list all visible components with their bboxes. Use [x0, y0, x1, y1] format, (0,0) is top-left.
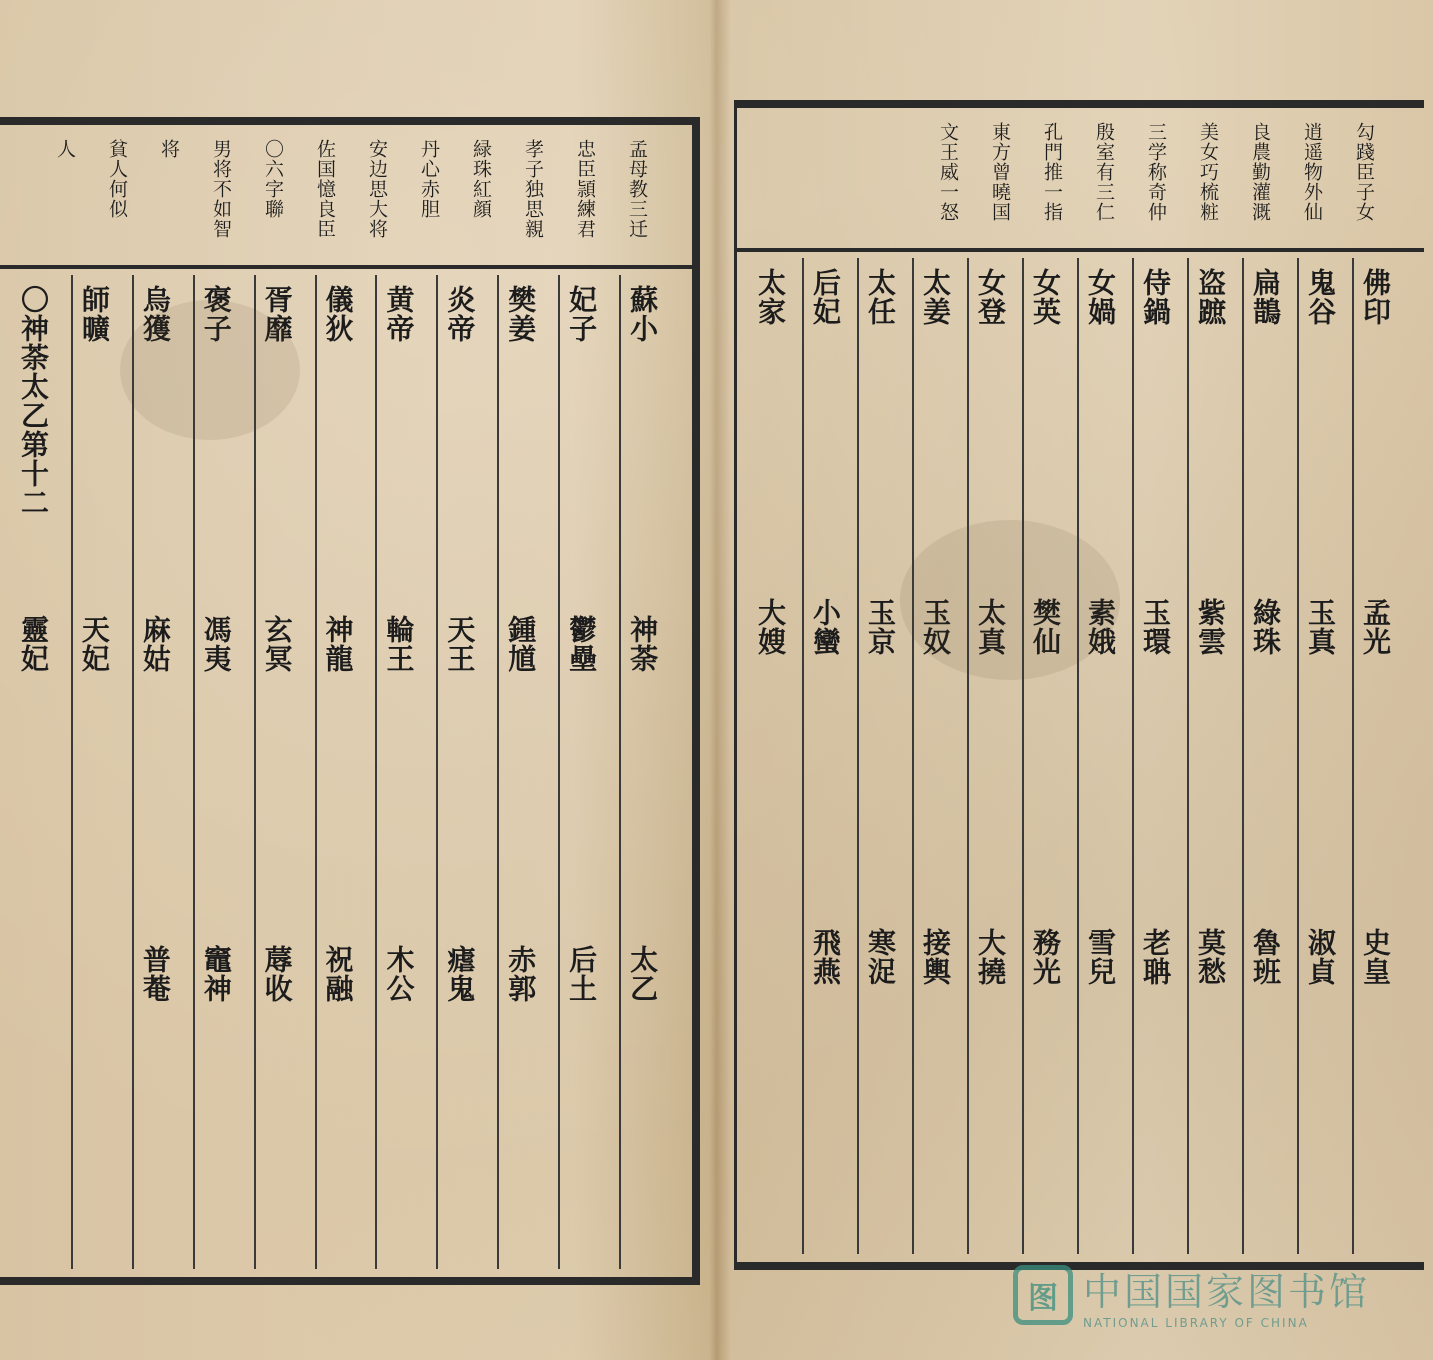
- column-rule: [132, 275, 134, 1269]
- entry-heading: 褒子: [199, 285, 233, 343]
- text-column: 丹心赤胆: [418, 139, 440, 219]
- entry-heading: 木公: [382, 945, 416, 1003]
- entry-heading: 普菴: [138, 945, 172, 1003]
- entry-heading: 小蠻: [809, 598, 842, 656]
- entry-heading: 靈妃: [17, 615, 50, 673]
- entry-heading: 大撓: [974, 928, 1007, 986]
- text-column: 孝子独思親: [522, 139, 544, 239]
- entry-heading: 寒浞: [864, 928, 897, 986]
- entry-heading: 樊仙: [1029, 598, 1062, 656]
- entry-heading: 雪兒: [1084, 928, 1117, 986]
- column-rule: [315, 275, 317, 1269]
- entry-heading: 女登: [974, 268, 1007, 326]
- entry-heading: 接輿: [919, 928, 952, 986]
- entry-heading: 綠珠: [1249, 598, 1282, 656]
- text-column: 忠臣頴練君: [574, 139, 596, 239]
- library-watermark: [1013, 1260, 1403, 1330]
- text-column: 緑珠紅顔: [470, 139, 492, 219]
- entry-heading: 麻姑: [138, 615, 172, 673]
- entry-heading: 玉真: [1304, 598, 1337, 656]
- left-page: [0, 0, 712, 1360]
- entry-heading: 后土: [565, 945, 599, 1003]
- entry-heading: 大嫂: [754, 598, 787, 656]
- text-column: 美女巧梳粧: [1197, 122, 1219, 222]
- entry-heading: 女英: [1029, 268, 1062, 326]
- column-rule: [1022, 258, 1024, 1254]
- entry-heading: 天妃: [77, 615, 111, 673]
- entry-heading: 莫愁: [1194, 928, 1227, 986]
- watermark-name-en: NATIONAL LIBRARY OF CHINA: [1083, 1315, 1309, 1330]
- text-column: 将: [158, 139, 180, 159]
- entry-heading: 天王: [443, 615, 477, 673]
- text-column: 男将不如智: [210, 139, 232, 239]
- column-rule: [967, 258, 969, 1254]
- entry-heading: 樊姜: [504, 285, 538, 343]
- entry-heading: 玄冥: [260, 615, 294, 673]
- entry-heading: 玉京: [864, 598, 897, 656]
- column-rule: [71, 275, 73, 1269]
- entry-heading: 淑貞: [1304, 928, 1337, 986]
- entry-heading: 鬱壘: [565, 615, 599, 673]
- text-column: 東方曾曉国: [989, 122, 1011, 222]
- entry-heading: 太真: [974, 598, 1007, 656]
- left-page-frame: [0, 117, 700, 1285]
- text-column: 孔門推一指: [1041, 122, 1063, 222]
- watermark-name-cn: 中国国家图书馆: [1083, 1269, 1371, 1314]
- text-column: 孟母教三迁: [626, 139, 648, 239]
- library-logo-icon: 图: [1013, 1265, 1073, 1325]
- text-column: 逍遥物外仙: [1301, 122, 1323, 222]
- entry-heading: 太家: [754, 268, 787, 326]
- entry-heading: 魯班: [1249, 928, 1282, 986]
- column-rule: [1352, 258, 1354, 1254]
- entry-heading: 孟光: [1359, 598, 1392, 656]
- column-rule: [857, 258, 859, 1254]
- column-rule: [1132, 258, 1134, 1254]
- entry-heading: 儀狄: [321, 285, 355, 343]
- entry-heading: 蓐收: [260, 945, 294, 1003]
- entry-heading: 輪王: [382, 615, 416, 673]
- entry-heading: 務光: [1029, 928, 1062, 986]
- column-rule: [1187, 258, 1189, 1254]
- column-rule: [1242, 258, 1244, 1254]
- entry-heading: 玉奴: [919, 598, 952, 656]
- entry-heading: 瘧鬼: [443, 945, 477, 1003]
- text-column: 良農勤灌溉: [1249, 122, 1271, 222]
- text-column: 佐国憶良臣: [314, 139, 336, 239]
- entry-heading: 馮夷: [199, 615, 233, 673]
- entry-heading: 史皇: [1359, 928, 1392, 986]
- entry-heading: 扁鵲: [1249, 268, 1282, 326]
- entry-heading: 神龍: [321, 615, 355, 673]
- text-column: 三学称奇仲: [1145, 122, 1167, 222]
- entry-heading: 女媧: [1084, 268, 1117, 326]
- paper-stain: [900, 520, 1120, 680]
- column-rule: [619, 275, 621, 1269]
- entry-heading: 太任: [864, 268, 897, 326]
- text-column: 貧人何似: [106, 139, 128, 219]
- column-rule: [497, 275, 499, 1269]
- entry-heading: 飛燕: [809, 928, 842, 986]
- text-column: 勾踐臣子女: [1353, 122, 1375, 222]
- entry-heading: 師曠: [77, 285, 111, 343]
- entry-heading: 蘇小: [626, 285, 660, 343]
- entry-heading: 烏獲: [138, 285, 172, 343]
- column-rule: [436, 275, 438, 1269]
- entry-heading: 紫雲: [1194, 598, 1227, 656]
- entry-heading: 竈神: [199, 945, 233, 1003]
- entry-heading: 黄帝: [382, 285, 416, 343]
- entry-heading: 盗蹠: [1194, 268, 1227, 326]
- entry-heading: 后妃: [809, 268, 842, 326]
- entry-heading: 素娥: [1084, 598, 1117, 656]
- entry-heading: 妃子: [565, 285, 599, 343]
- entry-heading: 鍾馗: [504, 615, 538, 673]
- text-column: 人: [54, 139, 76, 159]
- entry-heading: 〇神荼太乙第十二: [17, 285, 50, 517]
- entry-heading: 佛印: [1359, 268, 1392, 326]
- entry-heading: 胥靡: [260, 285, 294, 343]
- column-rule: [1297, 258, 1299, 1254]
- right-page-frame: [734, 100, 1424, 1270]
- column-rule: [1077, 258, 1079, 1254]
- entry-heading: 玉環: [1139, 598, 1172, 656]
- entry-heading: 老聃: [1139, 928, 1172, 986]
- text-column: 殷室有三仁: [1093, 122, 1115, 222]
- entry-heading: 太姜: [919, 268, 952, 326]
- entry-heading: 祝融: [321, 945, 355, 1003]
- column-rule: [558, 275, 560, 1269]
- entry-heading: 神荼: [626, 615, 660, 673]
- entry-heading: 鬼谷: [1304, 268, 1337, 326]
- text-column: 安边思大将: [366, 139, 388, 239]
- entry-heading: 侍鍋: [1139, 268, 1172, 326]
- text-column: 文王威一怒: [937, 122, 959, 222]
- paper-stain: [120, 300, 300, 440]
- entry-heading: 炎帝: [443, 285, 477, 343]
- column-rule: [375, 275, 377, 1269]
- entry-heading: 太乙: [626, 945, 660, 1003]
- entry-heading: 赤郭: [504, 945, 538, 1003]
- column-rule: [802, 258, 804, 1254]
- right-page: [712, 0, 1433, 1360]
- text-column: 〇六字聯: [262, 139, 284, 219]
- column-rule: [912, 258, 914, 1254]
